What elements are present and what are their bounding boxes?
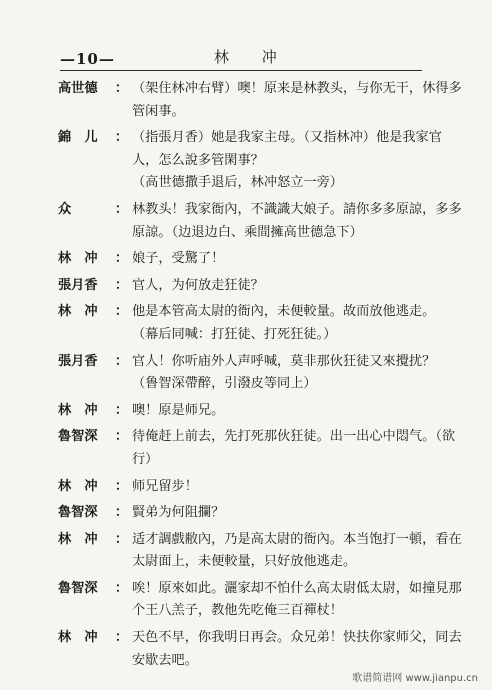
- speaker-label: 錦 儿: [58, 130, 98, 146]
- header-rule: [60, 70, 422, 71]
- dialogue-line: [58, 301, 462, 324]
- speaker-name: [58, 426, 132, 471]
- watermark: 歌谱简谱网 www.jianpu.cn: [352, 673, 478, 684]
- speaker-label: 林 冲: [58, 304, 98, 320]
- speaker-colon: ：: [114, 251, 128, 267]
- speaker-name: [58, 529, 132, 574]
- dialogue-text: 官人！你听庙外人声呼喊，莫非那伙狂徒又來攪扰？: [132, 353, 436, 369]
- speaker-name: [58, 502, 132, 525]
- dialogue-line: [58, 426, 462, 471]
- speaker-name: [58, 400, 132, 423]
- dialogue-text: 林教头！我家衙內，不識識大娘子。請你多多原諒，多多原諒。（边退边白、乘間擁高世德急下）: [132, 201, 462, 240]
- speaker-name: [58, 199, 132, 244]
- dialogue-text: 适才調戲敝內，乃是高太尉的衙內。本当饱打一頓，看在太尉面上，未便較量，只好放他逃走。: [132, 531, 462, 570]
- speaker-label: 林 冲: [58, 478, 98, 494]
- dialogue-text: （指張月香）她是我家主母。（又指林冲）他是我家官人，怎么說多管閑事？: [132, 130, 442, 168]
- dialogue-line: [58, 627, 462, 672]
- dialogue-text: 賢弟为何阻攔？: [132, 505, 225, 521]
- dialogue-line: [58, 529, 462, 574]
- speaker-colon: ：: [114, 304, 128, 320]
- dialogue-text: 噢！原是师兄。: [132, 402, 225, 418]
- dialogue-text: 官人，为何放走狂徒？: [132, 277, 264, 293]
- speaker-name: [58, 476, 132, 499]
- dialogue-line: [58, 199, 462, 244]
- speaker-label: 張月香: [58, 277, 98, 293]
- dialogue-text: 娘子，受驚了！: [132, 251, 225, 267]
- dialogue-text: 待俺赶上前去，先打死那伙狂徒。出一出心中悶气。（欲行）: [132, 429, 456, 467]
- speaker-colon: ：: [114, 81, 128, 96]
- page-title: 林 冲: [214, 48, 291, 66]
- speaker-label: 魯智深: [58, 580, 98, 596]
- dialogue-line: [58, 502, 462, 525]
- page-number: —10—: [60, 50, 115, 68]
- speaker-label: 魯智深: [58, 505, 98, 521]
- speaker-name: [58, 275, 132, 298]
- dialogue-text: 唉！原來如此。灑家却不怕什么高太尉低太尉，如撞見那个王八羔子，教他先吃俺三百禪杖！: [132, 580, 462, 619]
- speaker-name: [58, 578, 132, 623]
- dialogue-line: [58, 78, 462, 123]
- speaker-colon: ：: [114, 353, 128, 369]
- dialogue-line: [58, 351, 462, 374]
- dialogue-body: [58, 78, 462, 672]
- speaker-colon: ：: [114, 630, 128, 646]
- dialogue-text: （架住林冲右臂）噢！原来是林教头，与你无干，休得多管闲事。: [132, 81, 462, 119]
- dialogue-line: [58, 275, 462, 298]
- speaker-colon: ：: [114, 277, 128, 293]
- speaker-name: [58, 301, 132, 324]
- speaker-name: [58, 78, 132, 123]
- speaker-label: 魯智深: [58, 429, 98, 445]
- speaker-label: 众: [58, 201, 72, 217]
- stage-direction: （幕后同喊：打狂徒、打死狂徒。）: [132, 326, 337, 342]
- dialogue-text: 师兄留步！: [132, 478, 198, 494]
- speaker-label: 林 冲: [58, 531, 98, 547]
- speaker-colon: ：: [114, 580, 128, 596]
- stage-direction: （高世德撒手退后，林冲怒立一旁）: [132, 175, 343, 191]
- speaker-name: [58, 627, 132, 672]
- dialogue-text: 他是本管高太尉的衙內，未便較量。故而放他逃走。: [132, 304, 436, 320]
- speaker-colon: ：: [114, 478, 128, 494]
- speaker-colon: ：: [114, 201, 128, 217]
- dialogue-line: [58, 400, 462, 423]
- speaker-name: [58, 127, 132, 172]
- stage-direction: （鲁智深帶醉，引潑皮等同上）: [132, 376, 317, 392]
- dialogue-line: [58, 578, 462, 623]
- speaker-name: [58, 248, 132, 271]
- dialogue-text: 天色不早，你我明日再会。众兄弟！快扶你家师父，同去安歇去吧。: [132, 630, 462, 668]
- speaker-name: [58, 351, 132, 374]
- dialogue-line: [58, 248, 462, 271]
- speaker-label: 林 冲: [58, 630, 98, 646]
- speaker-colon: ：: [114, 531, 128, 547]
- speaker-colon: ：: [114, 505, 128, 521]
- speaker-label: 高世德: [58, 81, 98, 96]
- speaker-label: 林 冲: [58, 251, 98, 267]
- dialogue-line: [58, 127, 462, 172]
- speaker-colon: ：: [114, 429, 128, 445]
- speaker-label: 張月香: [58, 353, 98, 369]
- speaker-label: 林 冲: [58, 402, 98, 418]
- dialogue-line: [58, 476, 462, 499]
- speaker-colon: ：: [114, 402, 128, 418]
- speaker-colon: ：: [114, 130, 128, 146]
